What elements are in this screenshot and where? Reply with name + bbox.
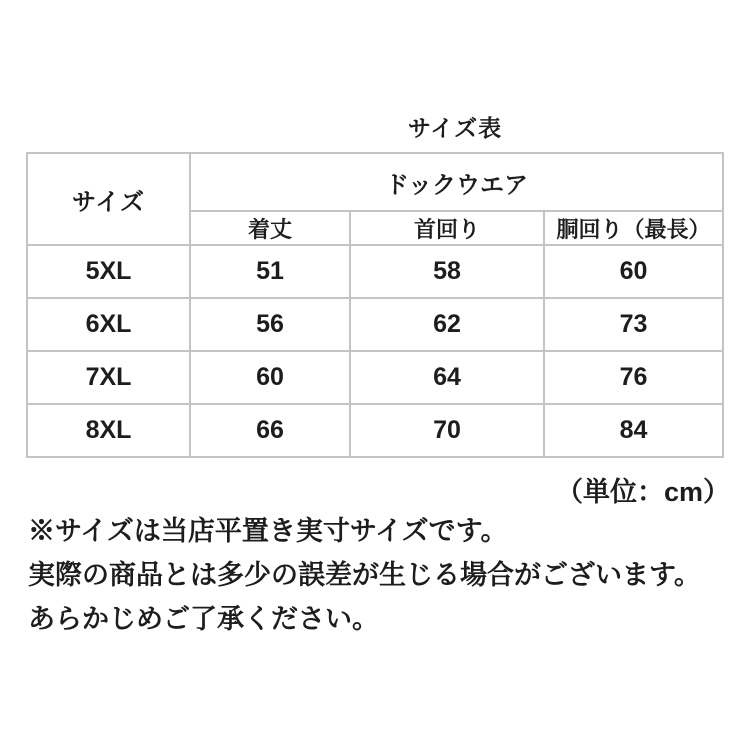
note-line: 実際の商品とは多少の誤差が生じる場合がございます。 xyxy=(28,560,701,590)
column-header-neck: 首回り xyxy=(350,211,544,245)
measurement-cell: 66 xyxy=(190,404,350,457)
measurement-cell: 56 xyxy=(190,298,350,351)
note-line: ※サイズは当店平置き実寸サイズです。 xyxy=(28,516,508,546)
size-notes xyxy=(28,509,701,641)
measurement-cell: 62 xyxy=(350,298,544,351)
measurement-cell: 60 xyxy=(190,351,350,404)
column-header-girth: 胴回り（最長） xyxy=(544,211,723,245)
measurement-cell: 76 xyxy=(544,351,723,404)
measurement-cell: 60 xyxy=(544,245,723,298)
size-cell: 5XL xyxy=(27,245,190,298)
table-row xyxy=(27,404,723,457)
measurement-cell: 58 xyxy=(350,245,544,298)
column-header-size: サイズ xyxy=(27,153,190,245)
table-row xyxy=(27,245,723,298)
measurement-cell: 84 xyxy=(544,404,723,457)
table-row xyxy=(27,298,723,351)
size-cell: 7XL xyxy=(27,351,190,404)
measurement-cell: 64 xyxy=(350,351,544,404)
page-title: サイズ表 xyxy=(407,115,503,141)
size-cell: 8XL xyxy=(27,404,190,457)
unit-note: （単位：cm） xyxy=(555,477,730,507)
group-header-dogwear: ドックウエア xyxy=(190,153,723,211)
note-line: あらかじめご了承ください。 xyxy=(28,604,379,634)
measurement-cell: 51 xyxy=(190,245,350,298)
measurement-cell: 70 xyxy=(350,404,544,457)
size-cell: 6XL xyxy=(27,298,190,351)
size-table xyxy=(26,152,724,458)
table-header-row xyxy=(27,153,723,211)
measurement-cell: 73 xyxy=(544,298,723,351)
column-header-length: 着丈 xyxy=(190,211,350,245)
table-row xyxy=(27,351,723,404)
